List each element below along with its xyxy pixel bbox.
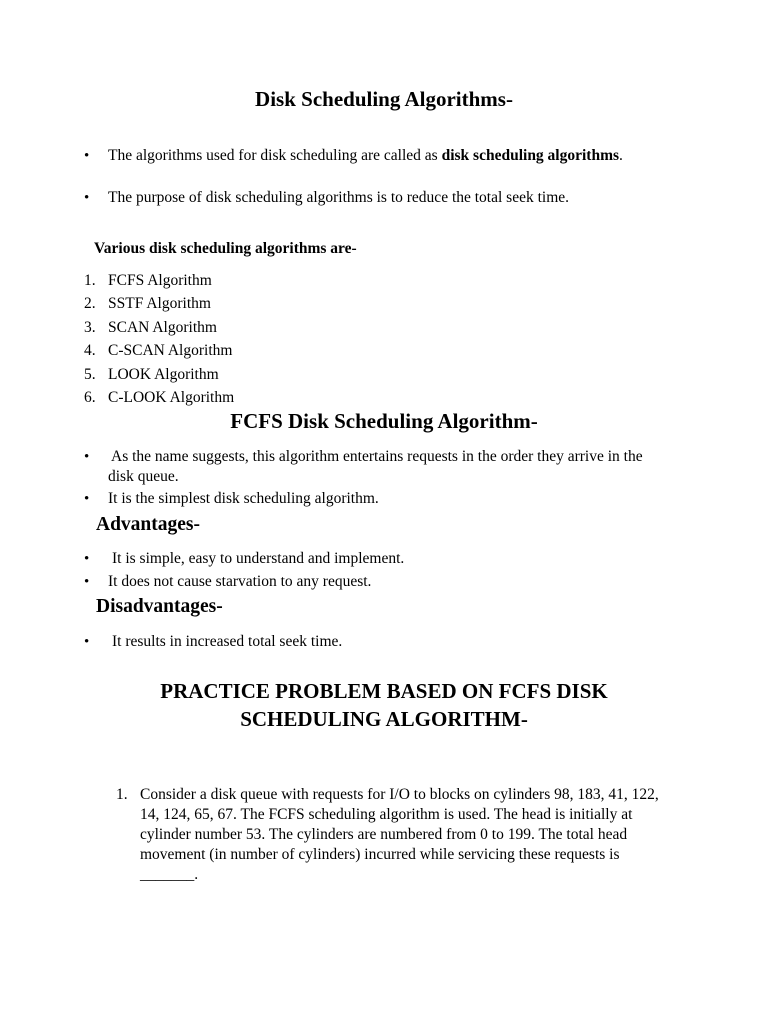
list-number: 6.	[84, 389, 96, 406]
practice-title-line-1: PRACTICE PROBLEM BASED ON FCFS DISK	[160, 679, 608, 703]
bullet-icon: •	[84, 190, 90, 206]
list-number: 4.	[84, 342, 96, 359]
algorithm-label: SSTF Algorithm	[108, 295, 211, 312]
bullet-icon: •	[84, 449, 90, 465]
intro-bullet-1-text: The algorithms used for disk scheduling are called as	[108, 147, 442, 164]
bullet-icon: •	[84, 491, 90, 507]
algorithm-label: LOOK Algorithm	[108, 366, 219, 383]
practice-title-line-2: SCHEDULING ALGORITHM-	[240, 707, 528, 731]
practice-title	[0, 677, 768, 733]
algorithms-heading: Various disk scheduling algorithms are-	[94, 240, 357, 257]
advantages-heading: Advantages-	[96, 514, 201, 535]
algorithm-label: SCAN Algorithm	[108, 319, 217, 336]
list-number: 5.	[84, 366, 96, 383]
disadvantages-heading: Disadvantages-	[96, 596, 223, 617]
advantage-2: It does not cause starvation to any request.	[108, 573, 372, 590]
intro-bullet-1-end: .	[619, 147, 623, 164]
intro-bullet-2: The purpose of disk scheduling algorithms is to reduce the total seek time.	[108, 189, 570, 206]
disadvantage-1: It results in increased total seek time.	[112, 633, 343, 650]
list-number: 1.	[84, 272, 96, 289]
problem-text: Consider a disk queue with requests for I/O to blocks on cylinders 98, 183, 41, 122, 14, 124, 65, 67. The FCFS scheduling algorithm is used. The head is initially at cylinder number 53. The cylinders are numbered from 0 to 199. The total head movement (in number of cylinders) incurred while servicing these requests is _______.	[140, 786, 659, 883]
fcfs-title: FCFS Disk Scheduling Algorithm-	[230, 409, 538, 433]
list-number: 3.	[84, 319, 96, 336]
bullet-icon: •	[84, 148, 90, 164]
bullet-icon: •	[84, 574, 90, 590]
bullet-icon: •	[84, 634, 90, 650]
problem-number: 1.	[116, 786, 128, 803]
intro-bullet-1-bold: disk scheduling algorithms	[441, 147, 620, 164]
algorithm-label: C-LOOK Algorithm	[108, 389, 235, 406]
list-number: 2.	[84, 295, 96, 312]
bullet-icon: •	[84, 551, 90, 567]
intro-bullet-1	[108, 146, 668, 166]
fcfs-bullet-1: As the name suggests, this algorithm entertains requests in the order they arrive in the disk queue.	[108, 448, 643, 485]
algorithm-label: C-SCAN Algorithm	[108, 342, 233, 359]
fcfs-bullet-2: It is the simplest disk scheduling algorithm.	[108, 490, 379, 507]
advantage-1: It is simple, easy to understand and implement.	[112, 550, 405, 567]
page-title: Disk Scheduling Algorithms-	[255, 87, 513, 111]
algorithm-label: FCFS Algorithm	[108, 272, 212, 289]
